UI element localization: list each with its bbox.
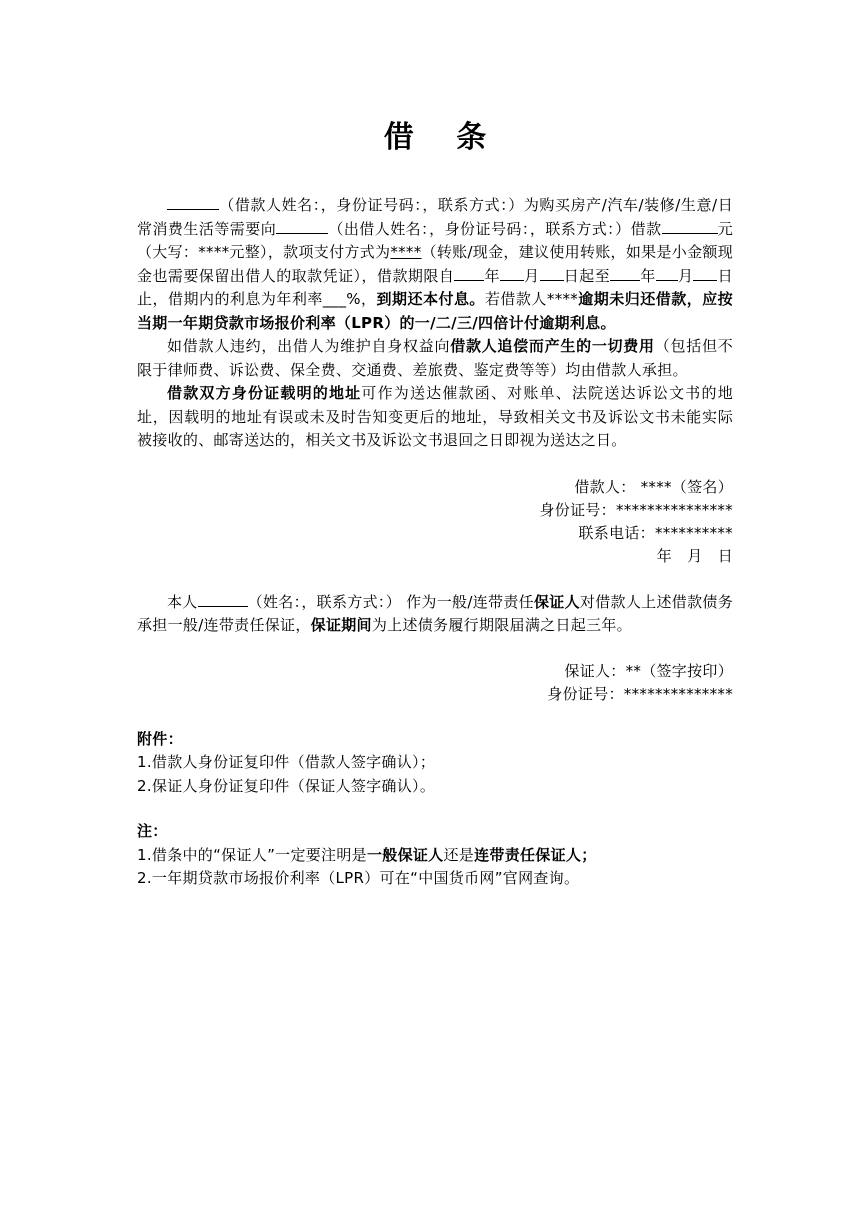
breach-costs-paragraph: 如借款人违约，出借人为维护自身权益向借款人追偿而产生的一切费用（包括但不限于律师费、诉讼费、保全费、交通费、差旅费、鉴定费等等）均由借款人承担。 bbox=[137, 337, 734, 379]
guarantor-signature-block bbox=[137, 660, 733, 706]
borrower-name-line: 借款人： ****（签名） bbox=[574, 477, 733, 496]
end-year-blank[interactable] bbox=[610, 266, 640, 281]
guarantor-name-blank[interactable] bbox=[198, 592, 248, 607]
payment-method-value: **** bbox=[390, 243, 422, 261]
guarantee-paragraph: 本人 （姓名：，联系方式：） 作为一般/连带责任保证人对借款人上述借款债务承担一般/连带责任保证，保证期间为上述债务履行期限届满之日起三年。 bbox=[137, 592, 733, 634]
borrower-signature-block bbox=[137, 476, 733, 568]
start-day-blank[interactable] bbox=[540, 266, 564, 281]
attachments-heading: 附件： bbox=[137, 729, 183, 748]
amount-blank[interactable] bbox=[662, 219, 718, 234]
loan-terms-paragraph: （借款人姓名：，身份证号码：，联系方式：）为购买房产/汽车/装修/生意/日常消费生活等需要向 （出借人姓名：，身份证号码：，联系方式：）借款 元（大写：****元整），款项支付方式为****（转账/现金，建议使用转账，如果是小金额现金也需要保留出借人的取款凭证），借款期限自 年 月 日起至 年 月 日止，借期内的利息为年利率___%，到期还本付息。若借款人****逾期未归还借款，应按当期一年期贷款市场报价利率（LPR）的一/二/三/四倍计付逾期利息。 bbox=[137, 196, 734, 332]
start-month-blank[interactable] bbox=[500, 266, 524, 281]
lender-name-blank[interactable] bbox=[276, 219, 328, 234]
loan-note-document bbox=[137, 118, 733, 891]
attachments-section bbox=[137, 728, 733, 799]
start-year-blank[interactable] bbox=[454, 266, 484, 281]
end-day-blank[interactable] bbox=[693, 266, 717, 281]
note-item: 1.借条中的“保证人”一定要注明是一般保证人还是连带责任保证人； bbox=[137, 845, 597, 864]
borrower-id-line: 身份证号：*************** bbox=[539, 500, 733, 519]
borrower-phone-line: 联系电话：********** bbox=[578, 523, 733, 542]
notes-heading: 注： bbox=[137, 822, 168, 840]
borrower-name-blank[interactable] bbox=[167, 195, 219, 210]
service-address-paragraph: 借款双方身份证载明的地址可作为送达催款函、对账单、法院送达诉讼文书的地址，因载明的地址有误或未及时告知变更后的地址，导致相关文书及诉讼文书未能实际被接收的、邮寄送达的，相关文书及诉讼文书退回之日即视为送达之日。 bbox=[137, 384, 734, 449]
document-title: 借 条 bbox=[383, 120, 503, 155]
attachment-item: 2.保证人身份证复印件（保证人签字确认）。 bbox=[137, 776, 436, 795]
borrower-date-line: 年 月 日 bbox=[656, 546, 733, 565]
note-item: 2.一年期贷款市场报价利率（LPR）可在“中国货币网”官网查询。 bbox=[137, 869, 580, 887]
guarantor-name-line: 保证人：**（签字按印） bbox=[564, 661, 733, 680]
attachment-item: 1.借款人身份证复印件（借款人签字确认）； bbox=[137, 753, 436, 771]
notes-section bbox=[137, 820, 733, 891]
guarantor-id-line: 身份证号：************** bbox=[547, 684, 733, 703]
end-month-blank[interactable] bbox=[656, 266, 678, 281]
